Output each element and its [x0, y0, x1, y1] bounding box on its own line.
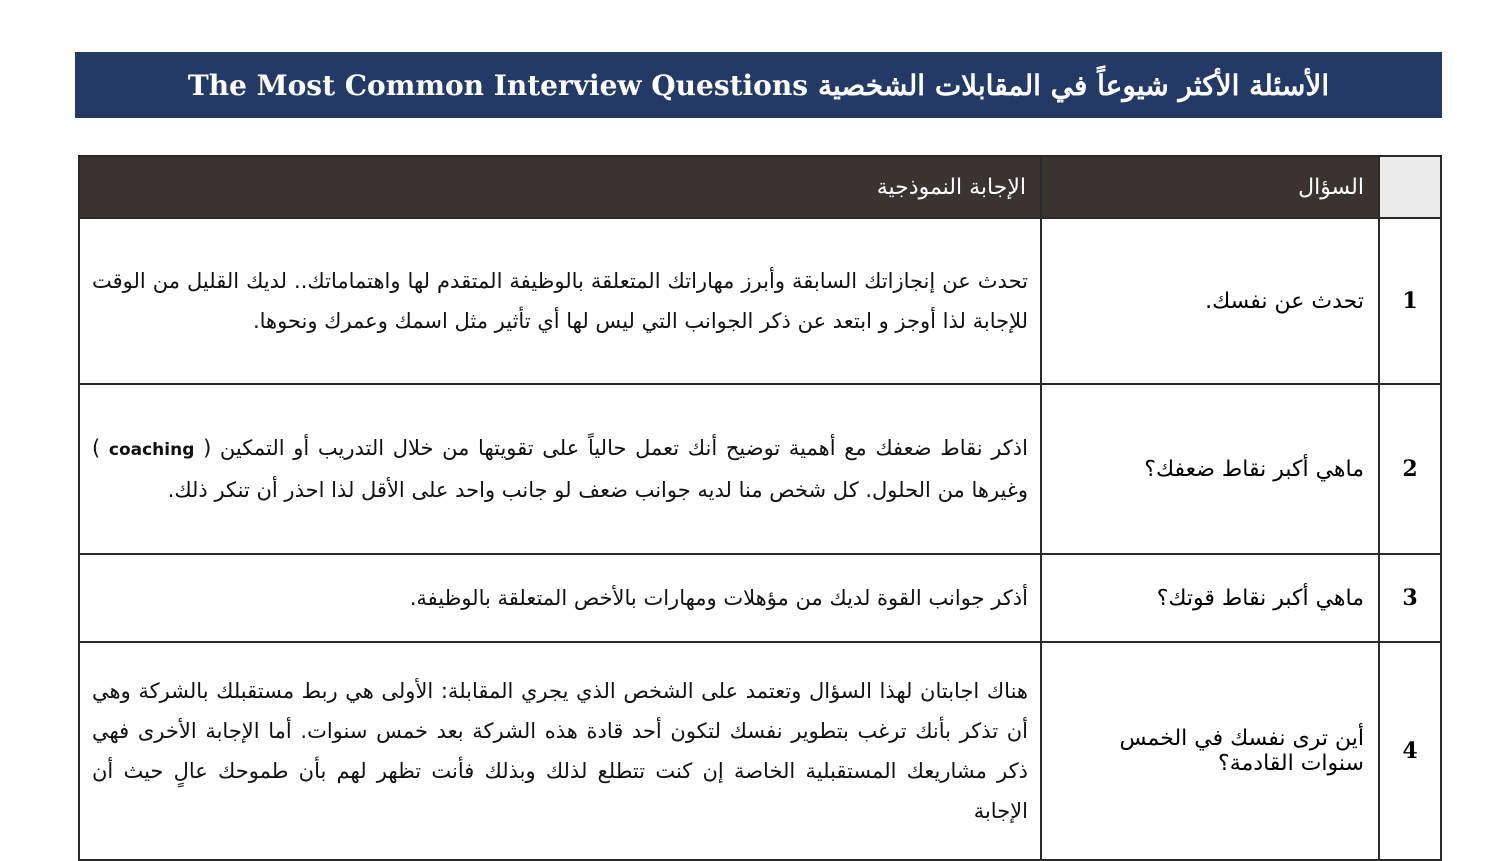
answer-latin-term: coaching [108, 440, 195, 460]
row-number: 3 [1379, 554, 1441, 642]
question-cell: تحدث عن نفسك. [1041, 218, 1379, 384]
question-cell: ماهي أكبر نقاط قوتك؟ [1041, 554, 1379, 642]
table-row [79, 384, 1441, 554]
row-number: 4 [1379, 642, 1441, 860]
questions-table [78, 155, 1442, 861]
table-row [79, 642, 1441, 860]
table-row [79, 218, 1441, 384]
answer-cell: تحدث عن إنجازاتك السابقة وأبرز مهاراتك المتعلقة بالوظيفة المتقدم لها واهتماماتك.. لديك القليل من الوقت للإجابة لذا أوجز و ابتعد عن ذكر الجوانب التي ليس لها أي تأثير مثل اسمك وعمرك ونحوها. [79, 218, 1041, 384]
page-title-arabic: الأسئلة الأكثر شيوعاً في المقابلات الشخصية [817, 68, 1330, 102]
table-header-row [79, 156, 1441, 218]
question-column-header: السؤال [1041, 156, 1379, 218]
number-column-header [1379, 156, 1441, 218]
row-number: 2 [1379, 384, 1441, 554]
question-cell: ماهي أكبر نقاط ضعفك؟ [1041, 384, 1379, 554]
answer-text-part: اذكر نقاط ضعفك مع أهمية توضيح أنك تعمل حالياً على تقويتها من خلال التدريب أو التمكين ( [203, 436, 1028, 460]
page-title [75, 52, 1442, 118]
row-number: 1 [1379, 218, 1441, 384]
answer-cell: أذكر جوانب القوة لديك من مؤهلات ومهارات بالأخص المتعلقة بالوظيفة. [79, 554, 1041, 642]
question-cell: أين ترى نفسك في الخمس سنوات القادمة؟ [1041, 642, 1379, 860]
answer-text-part: ) وغيرها من الحلول. كل شخص منا لديه جوانب ضعف لو جانب واحد على الأقل لذا احذر أن تنكر ذلك. [92, 436, 1028, 502]
answer-column-header: الإجابة النموذجية [79, 156, 1041, 218]
answer-cell [79, 384, 1041, 554]
table-row [79, 554, 1441, 642]
page-title-english: The Most Common Interview Questions [187, 68, 808, 102]
answer-cell: هناك اجابتان لهذا السؤال وتعتمد على الشخص الذي يجري المقابلة: الأولى هي ربط مستقبلك بالشركة وهي أن تذكر بأنك ترغب بتطوير نفسك لتكون أحد قادة هذه الشركة بعد خمس سنوات. أما الإجابة الأخرى فهي ذكر مشاريعك المستقبلية الخاصة إن كنت تتطلع لذلك وبذلك فأنت تظهر لهم بأن طموحك عالٍ حيث أن الإجابة [79, 642, 1041, 860]
